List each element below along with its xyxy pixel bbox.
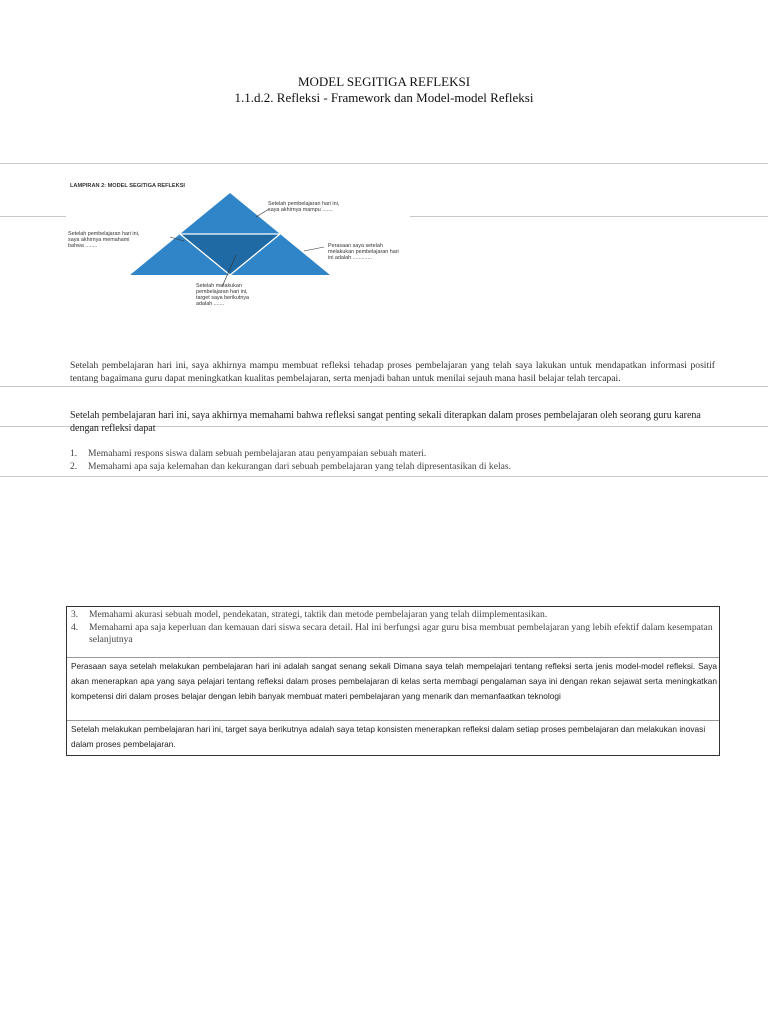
list-item: 3. Memahami akurasi sebuah model, pendekatan, strategi, taktik dan metode pembelajaran yang telah diimplementasikan. <box>71 609 548 620</box>
list-item: 1. Memahami respons siswa dalam sebuah pembelajaran atau penyampaian sebuah materi. <box>70 448 427 459</box>
rule-line <box>0 163 768 164</box>
paragraph-perasaan: Perasaan saya setelah melakukan pembelajaran hari ini adalah sangat senang sekali Dimana saya telah mempelajari tentang refleksi serta jenis model-model refleksi. Saya akan menerapkan apa yang saya pelajari tentang refleksi dalam proses pembelajaran di kelas serta membagi pengalaman saya ini dengan rekan sejawat serta meningkatkan kompetensi diri dalam proses belajar dengan lebih banyak membuat materi pembelajaran yang menarik dan memanfaatkan teknologi <box>71 661 717 702</box>
paragraph-memahami: Setelah pembelajaran hari ini, saya akhirnya memahami bahwa refleksi sangat penting sekali diterapkan dalam proses pembelajaran oleh seorang guru karena dengan refleksi dapat <box>70 410 701 434</box>
rule-line <box>0 216 66 217</box>
list-item: 4. Memahami apa saja keperluan dan kemauan dari siswa secara detail. Hal ini berfungsi agar guru bisa membuat pembelajaran yang lebih efektif dalam kesempatan selanjutnya <box>71 621 713 646</box>
box-target-section <box>67 720 719 755</box>
box-list-section <box>67 607 719 658</box>
benefit-list <box>70 448 720 473</box>
label-memahami: Setelah pembelajaran hari ini, saya akhirnya memahami bahwa ........ <box>68 231 140 249</box>
figure-caption: LAMPIRAN 2: MODEL SEGITIGA REFLEKSI <box>70 183 185 189</box>
page-subtitle: 1.1.d.2. Refleksi - Framework dan Model-model Refleksi <box>234 90 534 105</box>
box-feeling-section <box>67 657 719 721</box>
paragraph-mampu: Setelah pembelajaran hari ini, saya akhirnya mampu membuat refleksi tehadap proses pembelajaran yang telah saya lakukan untuk mendapatkan informasi positif tentang bagaimana guru dapat meningkatkan kualitas pembelajaran, serta menjadi bahan untuk menilai sejauh mana hasil belajar telah tercapai. <box>70 360 715 384</box>
list-item: 2. Memahami apa saja kelemahan dan kekurangan dari sebuah pembelajaran yang telah dipresentasikan di kelas. <box>70 460 512 472</box>
rule-line <box>0 476 768 477</box>
label-mampu: Setelah pembelajaran hari ini, saya akhirnya mampu ....... <box>268 201 340 213</box>
label-perasaan: Perasaan saya setelah melakukan pembelajaran hari ini adalah ............. <box>328 243 399 261</box>
reflection-box <box>66 606 720 756</box>
rule-line <box>410 216 768 217</box>
paragraph-target: Setelah melakukan pembelajaran hari ini, target saya berikutnya adalah saya tetap konsisten menerapkan refleksi dalam setiap proses pembelajaran dan melakukan inovasi dalam proses pembelajaran. <box>71 724 706 750</box>
reflection-triangle-figure <box>66 175 410 315</box>
benefit-list-continued <box>71 609 717 647</box>
rule-line <box>0 386 768 387</box>
page-title: MODEL SEGITIGA REFLEKSI <box>297 74 471 89</box>
label-target: Setelah melakukan pembelajaran hari ini, target saya berikutnya adalah ....... <box>196 283 250 307</box>
